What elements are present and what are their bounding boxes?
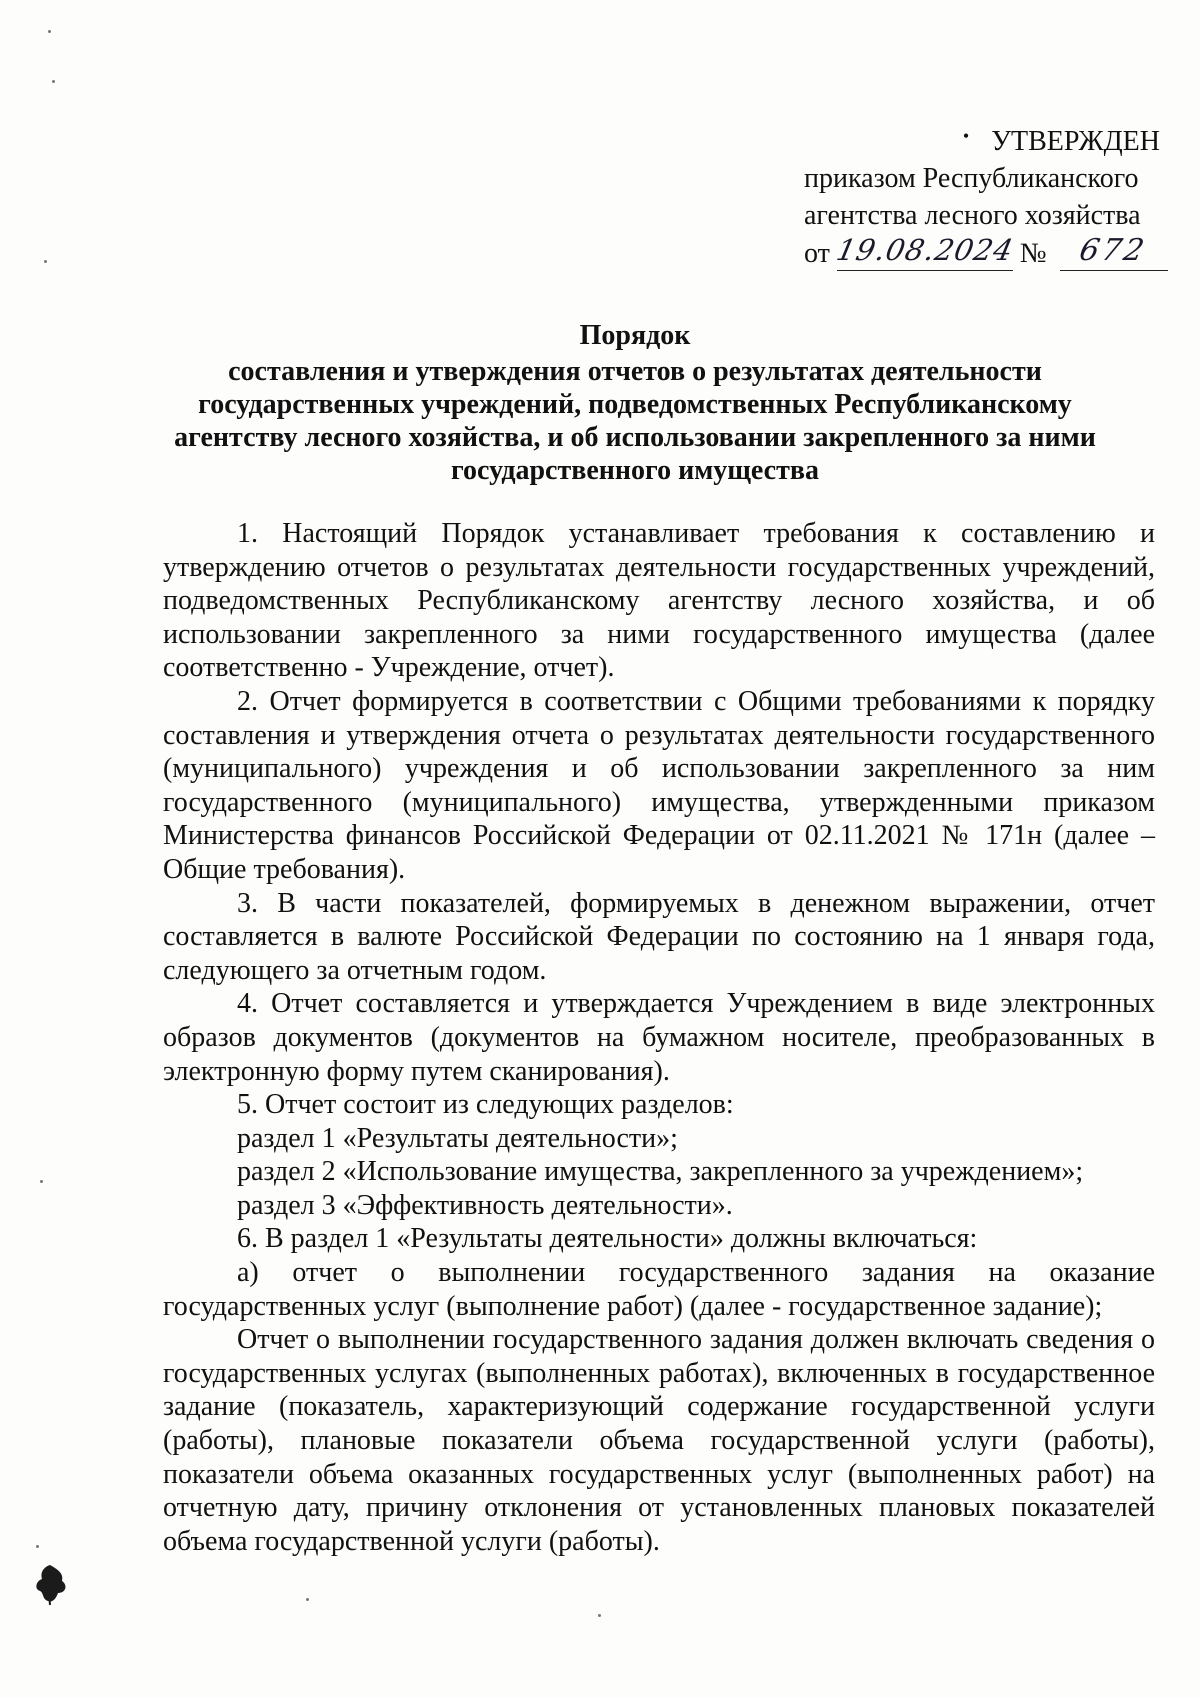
handwritten-number-text: 672 xyxy=(1076,233,1151,268)
document-body xyxy=(163,517,1155,1558)
section-item-3: раздел 3 «Эффективность деятельности». xyxy=(237,1189,733,1221)
approval-line-2: агентства лесного хозяйства xyxy=(804,200,1141,231)
scan-speck xyxy=(40,1180,43,1183)
scan-speck xyxy=(52,80,55,83)
paragraph-3: 3. В части показателей, формируемых в денежном выражении, отчет составляется в валюте Российской Федерации по состоянию на 1 января года, следующего за отчетным годом. xyxy=(163,887,1155,986)
paragraph-4: 4. Отчет составляется и утверждается Учреждением в виде электронных образов документов (документов на бумажном носителе, преобразованных в электронную форму путем сканирования). xyxy=(163,988,1155,1087)
approval-heading-line xyxy=(804,118,1160,160)
scan-speck xyxy=(306,1598,309,1601)
scan-blot xyxy=(30,1563,70,1607)
document-title xyxy=(150,319,1120,487)
paragraph-5: 5. Отчет состоит из следующих разделов: xyxy=(237,1089,734,1121)
scan-speck xyxy=(44,260,47,263)
handwritten-number xyxy=(1060,234,1168,271)
handwritten-date-text: 19.08.2024 xyxy=(833,233,1017,267)
paragraph-6: 6. В раздел 1 «Результаты деятельности» должны включаться: xyxy=(237,1223,978,1255)
paragraph-6a: а) отчет о выполнении государственного задания на оказание государственных услуг (выполнение работ) (далее - государственное задание); xyxy=(163,1257,1155,1322)
approval-order-line xyxy=(804,234,1160,272)
section-item-1: раздел 1 «Результаты деятельности»; xyxy=(237,1122,678,1154)
scan-speck xyxy=(36,1545,39,1548)
approval-line-1: приказом Республиканского xyxy=(804,163,1139,194)
title-main: Порядок xyxy=(579,320,691,351)
paragraph-2: 2. Отчет формируется в соответствии с Общими требованиями к порядку составления и утверждения отчета о результатах деятельности государственного (муниципального) учреждения и об использовании закрепленного за ним государственного (муниципального) имущества, утвержденными приказом Министерства финансов Российской Федерации от 02.11.2021 № 171н (далее – Общие требования). xyxy=(163,685,1155,885)
handwritten-date xyxy=(833,233,1017,271)
paragraph-1: 1. Настоящий Порядок устанавливает требования к составлению и утверждению отчетов о результатах деятельности государственных учреждений, подведомственных Республиканскому агентству лесного хозяйства, и об использовании закрепленного за ними государственного имущества (далее соответственно - Учреждение, отчет). xyxy=(163,518,1155,684)
approval-heading: УТВЕРЖДЕН xyxy=(991,126,1160,157)
date-prefix: от xyxy=(804,238,830,269)
section-item-2: раздел 2 «Использование имущества, закрепленного за учреждением»; xyxy=(237,1156,1084,1188)
scan-speck xyxy=(48,30,51,33)
approval-stamp xyxy=(804,118,1160,272)
scan-speck xyxy=(598,1614,601,1617)
paragraph-6a-details: Отчет о выполнении государственного задания должен включать сведения о государственных услугах (выполненных работах), включенных в государственное задание (показатель, характеризующий содержание государственной услуги (работы), плановые показатели объема государственной услуги (работы), показатели объема оказанных государственных услуг (выполненных работ) на отчетную дату, причину отклонения от установленных плановых показателей объема государственной услуги (работы). xyxy=(163,1324,1155,1557)
scan-dot: • xyxy=(962,126,970,146)
number-sign: № xyxy=(1019,238,1047,269)
title-subtitle: составления и утверждения отчетов о результатах деятельности государственных учреждений, подведомственных Республиканскому агентству лесного хозяйства, и об использовании закрепленного за ними государственного имущества xyxy=(174,356,1096,486)
